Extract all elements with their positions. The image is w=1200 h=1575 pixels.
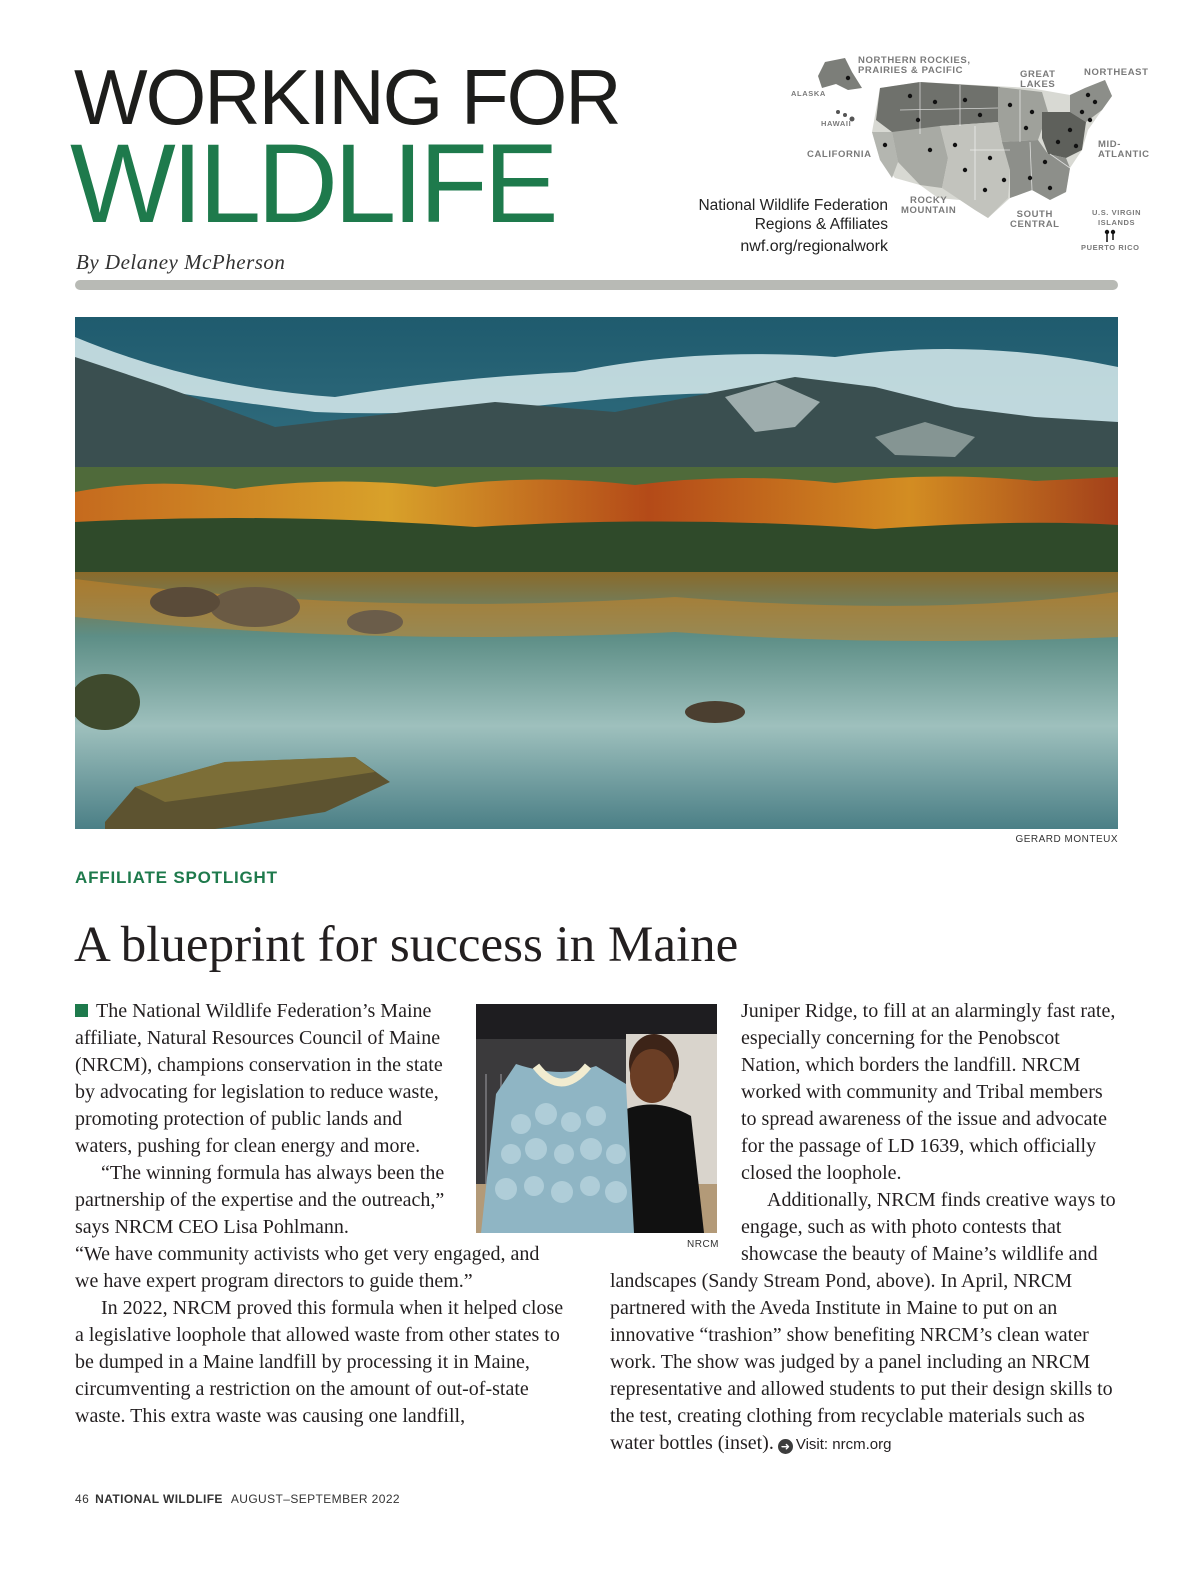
section-kicker: AFFILIATE SPOTLIGHT	[75, 868, 278, 887]
inset-credit: NRCM	[687, 1239, 719, 1250]
title-line-1: WORKING FOR	[74, 53, 620, 141]
page-footer	[75, 1492, 400, 1506]
region-label-alaska: ALASKA	[791, 89, 826, 98]
visit-link[interactable]: Visit: nrcm.org	[795, 1436, 892, 1453]
issue-date: AUGUST–SEPTEMBER 2022	[230, 1492, 400, 1506]
map-caption: National Wildlife Federation Regions & Affiliates	[698, 197, 888, 233]
paragraph-1: The National Wildlife Federation’s Maine affiliate, Natural Resources Council of Maine (NRCM), champions conservation in the state by advocating for legislation to reduce waste, promoting protection of public lands and waters, pushing for clean energy and more.	[75, 1000, 443, 1157]
region-label-south-central: SOUTH CENTRAL	[1010, 209, 1060, 230]
paragraph-2b: “We have community activists who get very engaged, and we have expert program directors to guide them.”	[75, 1243, 540, 1292]
region-label-great-lakes: GREAT LAKES	[1020, 69, 1056, 90]
photo-credit: GERARD MONTEUX	[1015, 834, 1118, 845]
paragraph-3: In 2022, NRCM proved this formula when it helped close a legislative loophole that allowed waste from other states to be dumped in a Maine landfill by processing it in Maine, circumventing a restriction on the amount of out-of-state waste. This extra waste was causing one landfill,	[75, 1297, 564, 1427]
section-marker-icon	[75, 1004, 88, 1017]
page-number: 46	[75, 1492, 90, 1506]
paragraph-5b: landscapes (Sandy Stream Pond, above). In April, NRCM partnered with the Aveda Institute in Maine to put on an innovative “trashion” show benefiting NRCM’s clean water work. The show was judged by a panel including an NRCM representative and allowed students to put their design skills to the test, creating clothing from recyclable materials such as water bottles (inset). ➜ Visit: nrcm.org	[610, 1270, 1113, 1454]
region-label-california: CALIFORNIA	[807, 149, 872, 160]
map-url-link[interactable]: nwf.org/regionalwork	[740, 238, 888, 255]
paragraph-5a: Additionally, NRCM finds creative ways to engage, such as with photo contests that showcase the beauty of Maine’s wildlife and	[741, 1189, 1116, 1265]
magazine-name: NATIONAL WILDLIFE	[95, 1492, 223, 1506]
title-line-2: WILDLIFE	[70, 121, 555, 246]
region-label-northern-rockies: NORTHERN ROCKIES, PRAIRIES & PACIFIC	[858, 55, 971, 76]
region-label-rocky-mountain: ROCKY MOUNTAIN	[901, 195, 957, 216]
region-label-mid-atlantic: MID- ATLANTIC	[1098, 139, 1150, 160]
header-rule	[75, 280, 1118, 290]
hero-photo	[75, 317, 1118, 829]
article-headline: A blueprint for success in Maine	[74, 917, 739, 973]
article-column-2	[610, 998, 1120, 1458]
region-label-northeast: NORTHEAST	[1084, 67, 1149, 78]
region-label-virgin-islands: U.S. VIRGIN ISLANDS	[1092, 208, 1142, 227]
byline: By Delaney McPherson	[76, 250, 286, 274]
region-label-puerto-rico: PUERTO RICO	[1081, 243, 1140, 252]
arrow-circle-icon: ➜	[778, 1439, 793, 1454]
paragraph-2a: “The winning formula has always been the partnership of the expertise and the outreach,” says NRCM CEO Lisa Pohlmann.	[75, 1162, 445, 1238]
paragraph-4: Juniper Ridge, to fill at an alarmingly fast rate, especially concerning for the Penobscot Nation, which borders the landfill. NRCM worked with community and Tribal members to spread awareness of the issue and advocate for the passage of LD 1639, which officially closed the loophole.	[741, 1000, 1116, 1184]
region-label-hawaii: HAWAII	[821, 119, 852, 128]
